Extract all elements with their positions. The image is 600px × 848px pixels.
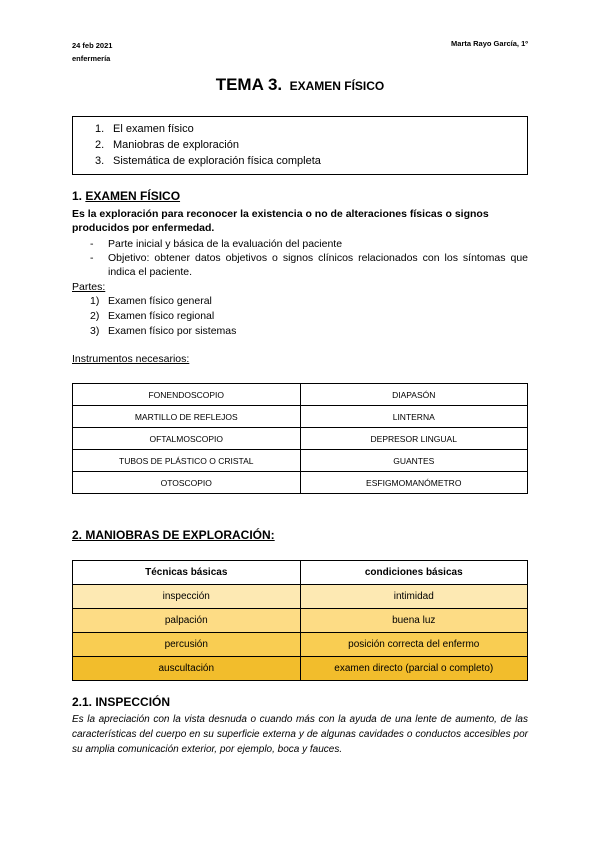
table-row bbox=[73, 384, 528, 406]
table-cell: DEPRESOR LINGUAL bbox=[300, 428, 528, 450]
section1-definition: Es la exploración para reconocer la existencia o no de alteraciones físicas o signos producidos por enfermedad. bbox=[72, 208, 489, 234]
header-author: Marta Rayo García, 1º bbox=[451, 39, 528, 48]
list-item bbox=[90, 309, 236, 324]
bullet-text: Parte inicial y básica de la evaluación del paciente bbox=[108, 238, 343, 250]
table-of-contents bbox=[72, 116, 528, 175]
table-header-row bbox=[73, 561, 528, 585]
tecnicas-table bbox=[72, 560, 528, 681]
table-cell: MARTILLO DE REFLEJOS bbox=[73, 406, 301, 428]
list-item bbox=[90, 237, 528, 251]
partes-list bbox=[90, 294, 236, 339]
bullet-dash: - bbox=[90, 252, 94, 264]
table-cell: OTOSCOPIO bbox=[73, 472, 301, 494]
section1-heading bbox=[72, 189, 180, 203]
table-cell: TUBOS DE PLÁSTICO O CRISTAL bbox=[73, 450, 301, 472]
section2-heading: 2. MANIOBRAS DE EXPLORACIÓN: bbox=[72, 528, 275, 542]
toc-num: 2. bbox=[95, 139, 105, 151]
header-date: 24 feb 2021 bbox=[72, 41, 113, 50]
table-cell: ESFIGMOMANÓMETRO bbox=[300, 472, 528, 494]
instrumentos-label: Instrumentos necesarios: bbox=[72, 353, 190, 365]
header-subject: enfermería bbox=[72, 54, 111, 63]
table-cell: examen directo (parcial o completo) bbox=[300, 657, 528, 681]
list-item bbox=[90, 324, 236, 339]
table-cell: palpación bbox=[73, 609, 301, 633]
section1-title: EXAMEN FÍSICO bbox=[85, 189, 181, 203]
page-title bbox=[0, 75, 600, 95]
column-header: Técnicas básicas bbox=[73, 561, 301, 585]
title-name: EXAMEN FÍSICO bbox=[289, 79, 385, 93]
list-item bbox=[90, 251, 528, 279]
column-header: condiciones básicas bbox=[300, 561, 528, 585]
table-cell: buena luz bbox=[300, 609, 528, 633]
table-row bbox=[73, 450, 528, 472]
section21-text: Es la apreciación con la vista desnuda o cuando más con la ayuda de una lente de aumento, de las características del cuerpo en su superficie externa y de algunas cavidades o conductos accesibles por su amplia comunicación exterior, por ejemplo, boca y fauces. bbox=[72, 714, 528, 755]
table-cell: LINTERNA bbox=[300, 406, 528, 428]
list-num: 2) bbox=[90, 310, 100, 322]
table-cell: intimidad bbox=[300, 585, 528, 609]
list-text: Examen físico regional bbox=[108, 310, 215, 322]
instrumentos-table bbox=[72, 383, 528, 494]
toc-item bbox=[95, 121, 527, 137]
list-text: Examen físico por sistemas bbox=[108, 325, 237, 337]
partes-label: Partes: bbox=[72, 281, 106, 293]
table-row bbox=[73, 657, 528, 681]
section1-bullets bbox=[90, 237, 528, 279]
table-row bbox=[73, 406, 528, 428]
table-cell: percusión bbox=[73, 633, 301, 657]
table-cell: DIAPASÓN bbox=[300, 384, 528, 406]
table-row bbox=[73, 472, 528, 494]
toc-label: Sistemática de exploración física completa bbox=[113, 155, 321, 167]
table-row bbox=[73, 428, 528, 450]
section1-num: 1. bbox=[72, 189, 83, 203]
table-cell: posición correcta del enfermo bbox=[300, 633, 528, 657]
bullet-text: Objetivo: obtener datos objetivos o signos clínicos relacionados con los síntomas que indica el paciente. bbox=[108, 252, 528, 278]
list-text: Examen físico general bbox=[108, 295, 212, 307]
header-left bbox=[72, 39, 112, 65]
section21-heading: 2.1. INSPECCIÓN bbox=[72, 695, 171, 709]
toc-num: 1. bbox=[95, 123, 105, 135]
table-cell: OFTALMOSCOPIO bbox=[73, 428, 301, 450]
table-cell: auscultación bbox=[73, 657, 301, 681]
title-tema: TEMA 3. bbox=[215, 75, 283, 94]
table-row bbox=[73, 585, 528, 609]
table-cell: inspección bbox=[73, 585, 301, 609]
toc-num: 3. bbox=[95, 155, 105, 167]
table-cell: GUANTES bbox=[300, 450, 528, 472]
toc-label: El examen físico bbox=[113, 123, 194, 135]
list-num: 3) bbox=[90, 325, 100, 337]
bullet-dash: - bbox=[90, 238, 94, 250]
list-item bbox=[90, 294, 236, 309]
table-row bbox=[73, 633, 528, 657]
table-cell: FONENDOSCOPIO bbox=[73, 384, 301, 406]
toc-label: Maniobras de exploración bbox=[113, 139, 239, 151]
table-row bbox=[73, 609, 528, 633]
list-num: 1) bbox=[90, 295, 100, 307]
toc-item bbox=[95, 153, 527, 169]
toc-item bbox=[95, 137, 527, 153]
